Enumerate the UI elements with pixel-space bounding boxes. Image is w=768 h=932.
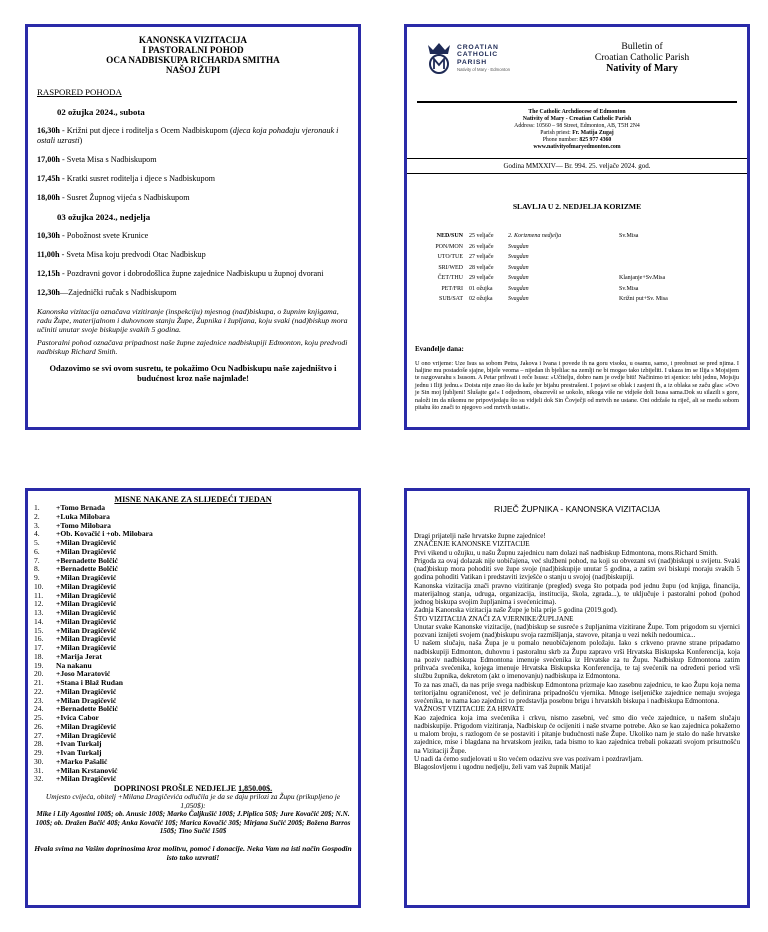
- intention-number: 11.: [34, 590, 44, 600]
- intention-number: 23.: [34, 695, 44, 705]
- letter-paragraph: To za nas znači, da nas prije svega nadbiskup Edmontona prizmaje kao zasebnu zajednicu, te kao Župu koja nema teritorijalnu ograničenost, već je definirana pripadnošću vjernika. Mnoge iseljeničke zajednice nemaju svojega svećenika, te nama kao zajednici to predstavlja posebnu brigu i hrvatskih biskupa i nadbiskupa Edmontona.: [414, 680, 740, 705]
- gospel-text: U ono vrijeme: Uze Isus sa sobom Petra, Jakova i Ivana i povede ih na goru visoku, u osamu, samo, i preobrazi se pred njima. I haljine mu postadoše sjajne, bijele veoma – nijedan ih bjelilac na zemlji ne bi mogao tako izbijeliti. I ukaza im se Ilija s Mojsijem te razgovarahu s Isusom. A Petar prihvati i reče Isusu: »Učitelju, dobro nam je ovdje biti! Načinimo tri sjenice: tebi jednu, Mojsiju jednu i Iliji jednu.« Doista nije znao što da kaže jer bijahu prestrašeni. I pojavi se oblak i zasjeni ih, a iz oblaka se začu glas: »Ovo je Sin moj ljubljeni! Slušajte ga!« I odjednom, obazrevši se uokolo, nikoga više ne vidješe doli Isusa sama.Dok su silazili s gore, naloži im da nikomu ne pripovijedaju što su vidjeli dok Sin Čovječji od mrtvih ne ustane. Oni održaše tu riječ, ali se među sobom pitahu što znači to njegovo »od mrtvih ustati«.: [415, 359, 739, 411]
- pastor-letter: [414, 532, 740, 771]
- parish-name: Croatian Catholic Parish: [594, 52, 690, 63]
- logo-text: PARISH: [457, 58, 487, 66]
- intention-number: 1.: [34, 503, 40, 512]
- event-text: - Susret Župnog vijeća s Nadbiskupom: [59, 193, 190, 202]
- website-link: www.nativityofmaryedmonton.com: [533, 144, 621, 150]
- occasion-cell: Svagdan: [508, 296, 529, 302]
- event-time: 11,00h: [37, 250, 60, 259]
- table-row: [419, 233, 671, 244]
- table-row: [419, 275, 671, 286]
- date-cell: 02 ožujka: [469, 296, 493, 302]
- intention-name: +Milan Dragičević: [56, 599, 117, 609]
- intention-number: 22.: [34, 686, 44, 696]
- table-row: [419, 286, 671, 297]
- occasion-cell: Svagdan: [508, 243, 529, 250]
- date-cell: 26 veljače: [469, 243, 494, 250]
- date-cell: 01 ožujka: [469, 285, 493, 292]
- donations-label: DOPRINOSI PROŠLE NEDJELJE: [113, 784, 239, 793]
- intention-name: +Milan Dragičević: [56, 608, 117, 617]
- intention-number: 4.: [34, 529, 40, 539]
- priest-line: [415, 130, 739, 137]
- event-text: - Pozdravni govor i dobrodošlica župne zajednice Nadbiskupu u župnoj dvorani: [59, 269, 324, 278]
- day-cell: SRI/WED: [438, 264, 463, 271]
- letter-paragraph: Unutar svake Kanonske vizitacije, (nad)biskup se susreće s župljanima vizitirane Župe. Tom prigodom su vjernici pozvani iznijeti svojem (nad)biskupu svoja razmišljanja, stavove, pitanja u vezi nekih nedoumica...: [414, 622, 740, 639]
- event-time: 17,45h: [37, 174, 60, 183]
- bulletin-title: [545, 41, 739, 74]
- day-cell: ČET/THU: [437, 275, 463, 281]
- intention-name: +Ivica Cabor: [56, 713, 99, 722]
- letter-paragraph: Dragi prijatelji naše hrvatske župne zajednice!: [414, 532, 546, 540]
- intention-name: +Milan Dragičević: [56, 573, 117, 582]
- celebrations-title: SLAVLJA U 2. NEDJELJA KORIZME: [512, 202, 642, 211]
- pastor-word-panel: [404, 488, 750, 908]
- intention-number: 14.: [34, 616, 44, 626]
- service-cell: Križni put+Sv. Misa: [619, 296, 668, 302]
- event-text: - Kratki susret roditelja i djece s Nadbiskupom: [59, 174, 216, 183]
- bulletin-of: Bulletin of: [621, 41, 663, 52]
- event-text: - Pobožnost svete Krunice: [59, 231, 149, 240]
- logo-subtext: Nativity of Mary · Edmonton: [457, 67, 511, 73]
- schedule-label: RASPORED POHODA: [37, 87, 122, 97]
- letter-paragraph: Kanonska vizitacija znači pravno vizitiranje (pregled) svega što potpada pod jednu župu (od knjiga, financija, materijalnog stanja, udruga, organizacija, institucija, škola, zgrada...), te uključuje i pastoralni pohod (pohod jednog biskupa svojim župljanima i svećenicima).: [414, 581, 740, 606]
- donations-amount: 1,850.00$.: [238, 784, 273, 793]
- intention-name: +Ivan Turkalj: [56, 748, 102, 757]
- table-row: [419, 254, 671, 265]
- service-cell: Sv.Misa: [619, 285, 639, 292]
- intention-number: 30.: [34, 756, 44, 766]
- intention-name: +Milan Dragičević: [56, 634, 117, 644]
- intention-number: 9.: [34, 573, 40, 582]
- letter-paragraph: U nadi da ćemo sudjelovati u što većem odazivu sve vas pozivam i pozdravljam.: [414, 754, 643, 763]
- event-time: 12,30h: [37, 288, 60, 297]
- intention-number: 15.: [34, 625, 44, 635]
- intention-name: +Tomo Brnada: [56, 503, 105, 512]
- intention-name: +Bernadette Bolčić: [56, 704, 118, 714]
- schedule-event: [37, 269, 349, 279]
- event-time: 10,30h: [37, 231, 60, 240]
- priest-label: Parish priest:: [540, 130, 573, 136]
- intention-name: +Milan Dragičević: [56, 695, 117, 705]
- intention-number: 13.: [34, 608, 44, 617]
- phone-number: 825 977 4360: [579, 137, 612, 143]
- letter-paragraph: Kao zajednica koja ima svećenika i crkvu, nismo zasebni, već smo dio veće zajednice, u našem slučaju nadbiskupije. Prigodom vizitiranja, Nadbiskup će ocijeniti i naše stvarne potrebe. Ako se kao zajednica pokažemo u malom broju, s razlogom će se postaviti i pitanje budućnosti naše Župe. Ukoliko nam je stalo do naše hrvatske zajednice, mise i blagdana na hrvatskom jeziku, tada bismo to kao zajednica trebali pokazati svojom prisutnošću na Vizitaciji Župe.: [414, 713, 740, 755]
- intention-number: 21.: [34, 678, 44, 687]
- intention-name: +Milan Dragičević: [56, 625, 117, 635]
- event-time: 16,30h: [37, 126, 60, 135]
- gospel-title: Evanđelje dana:: [415, 344, 464, 353]
- intention-number: 12.: [34, 599, 44, 609]
- intention-number: 7.: [34, 555, 40, 565]
- day-cell: SUB/SAT: [438, 296, 463, 302]
- parish-full-name: Nativity of Mary - Croatian Catholic Parish: [522, 116, 632, 122]
- intention-name: +Milan Dragičević: [56, 721, 117, 731]
- table-row: [419, 265, 671, 276]
- intention-number: 16.: [34, 634, 44, 644]
- title-line: NAŠOJ ŽUPI: [165, 65, 221, 75]
- event-time: 17,00h: [37, 155, 60, 164]
- date-cell: 27 veljače: [469, 254, 494, 260]
- parish-logo: [425, 41, 545, 75]
- intention-name: +Bernadette Bolčić: [56, 564, 118, 574]
- list-item: [34, 775, 352, 784]
- event-text: - Sveta Misa s Nadbiskupom: [59, 155, 157, 164]
- memorial-text: Umjesto cvijeća, obitelj +Milana Dragičevića odlučila je da se daju prilozi za Župu (prikupljeno je 1,050$):: [45, 792, 341, 810]
- donor-list: Mike i Lily Agostini 100$; ob. Anusic 100$; Marko Čaljkušić 100$; J.Piplica 50$; Jure Kovačić 20$; N.N. 100$; ob. Dražen Bačić 40$; Anka Kovačić 10$; Marica Kovačić 30$; Mirjana Sučić 200$; Božena Barros 150$; Tino Sučić 150$: [35, 810, 351, 835]
- letter-paragraph: U našem slučaju, naša Župa je u pomalo neuobičajenom položaju. Iako s crkveno pravne strane pripadamo nadbiskupiji Edmonton, duhovnu i pastoralnu skrb za Župu zapravo vrši Hrvatska Biskupska Konferencija, koja na poziv nadbiskupa Edmontona imenuje svećenika iz Hrvatske za tu Župu. Nadbiskup Edmontona zatim prihvaća svećenika, kojega imenuje Hrvatska Biskupska Konferencija, te taj svećenik na određeni period vrši službu župnika, dekretom (akt o imenovanju) nadbiskupa iz Edmontona.: [414, 639, 740, 681]
- event-text: —Zajednički ručak s Nadbiskupom: [59, 288, 177, 297]
- event-end: ): [79, 136, 83, 145]
- service-cell: [619, 265, 671, 276]
- title-line: OCA NADBISKUPA RICHARDA SMITHA: [106, 55, 280, 65]
- intention-number: 25.: [34, 713, 44, 722]
- intention-number: 2.: [34, 511, 40, 521]
- intention-name: +Milan Dragičević: [56, 774, 117, 784]
- intention-number: 26.: [34, 721, 44, 731]
- title-line: I PASTORALNI POHOD: [142, 45, 244, 55]
- letter-paragraph: VAŽNOST VIZITACIJE ZA HRVATE: [414, 705, 525, 714]
- intention-name: +Milan Dragičević: [56, 616, 117, 626]
- day-cell: PON/MON: [435, 243, 463, 250]
- intentions-list: [34, 504, 352, 784]
- intention-number: 27.: [34, 730, 44, 740]
- service-cell: [619, 244, 671, 255]
- letter-paragraph: ŠTO VIZITACIJA ZNAČI ZA VJERNIKE/ŽUPLJANE: [414, 614, 574, 623]
- occasion-cell: Svagdan: [508, 285, 529, 292]
- bulletin-front-panel: [404, 24, 750, 430]
- visitation-schedule-panel: [25, 24, 361, 430]
- intention-name: +Milan Dragičević: [56, 590, 117, 600]
- intention-name: +Luka Milobara: [56, 511, 110, 521]
- intention-name: Na nakanu: [56, 660, 92, 670]
- pastoral-note: Pastoralni pohod označava pripadnost naše župne zajednice nadbiskupiji Edmonton, koju predvodi nadbiskup Richard Smith.: [37, 338, 348, 356]
- occasion-cell: Svagdan: [508, 254, 529, 260]
- issue-line: Godina MMXXIV— Br. 994. 25. veljače 2024. god.: [407, 158, 747, 174]
- visitation-note: Kanonska vizitacija označava vizitiranje (inspekciju) mjesnog (nad)biskupa, o župnim knjigama, radu Župe, materijalnom i duhovnom stanju Župe, Župnika i župljana, koju svaki (nad)biskup mora učiniti unutar svoje biskupije svakih 5 godina.: [37, 307, 348, 334]
- event-text: - Križni put djece i roditelja s Ocem Nadbiskupom (: [59, 126, 233, 135]
- logo-text: CROATIAN: [457, 43, 499, 51]
- table-row: [419, 296, 671, 307]
- letter-paragraph: Prigoda za ovaj dolazak nije uobičajena, već službeni pohod, na koji su obvezani svi (nad)biskupi u svijetu. Svaki (nad)biskup mora pohoditi sve župe svoje (nad)biskupije unutar 5 godina, a zatim svi biskupi moraju svakih 5 godina pohoditi Vatikan i predstaviti izvješće o stanju u svojoj (nad)biskupiji.: [414, 556, 740, 582]
- thanks-text: Hvala svima na Vašim doprinosima kroz molitvu, pomoć i donacije. Neka Vam na isti način Gospodin isto tako uzvrati!: [34, 843, 352, 862]
- day-cell: NED/SUN: [436, 233, 463, 239]
- intention-number: 32.: [34, 774, 44, 784]
- intention-name: +Joso Maratović: [56, 669, 111, 679]
- parish-contact: [415, 109, 739, 151]
- occasion-cell: Svagdan: [508, 275, 529, 281]
- event-note: djeca koja pohađaju vjeronauk i ostali uzrasti: [37, 126, 339, 145]
- day-heading: 03 ožujka 2024., nedjelja: [57, 212, 151, 222]
- intention-number: 31.: [34, 765, 44, 775]
- intention-name: +Tomo Milobara: [56, 520, 111, 530]
- pastor-word-title: RIJEČ ŽUPNIKA - KANONSKA VIZITACIJA: [493, 504, 661, 514]
- schedule-event: [37, 193, 349, 203]
- event-time: 18,00h: [37, 193, 60, 202]
- intention-name: +Stana i Blaž Rudan: [56, 678, 123, 687]
- day-cell: PET/FRI: [441, 285, 463, 292]
- intention-name: +Marija Jerat: [56, 651, 102, 661]
- intention-name: +Milan Dragičević: [56, 546, 117, 556]
- intention-name: +Milan Dragičević: [56, 581, 117, 591]
- intention-number: 29.: [34, 748, 44, 757]
- day-cell: UTO/TUE: [437, 254, 463, 260]
- schedule-event: [37, 126, 349, 146]
- date-cell: 29 veljače: [469, 275, 494, 281]
- phone-line: [415, 137, 739, 144]
- schedule-event: [37, 155, 349, 165]
- schedule-event: [37, 231, 349, 241]
- intention-name: +Milan Dragičević: [56, 686, 117, 696]
- intention-number: 10.: [34, 581, 44, 591]
- intention-number: 3.: [34, 520, 40, 530]
- intentions-title: MISNE NAKANE ZA SLIJEDEĆI TJEDAN: [114, 495, 272, 504]
- phone-label: Phone number:: [542, 137, 580, 143]
- letter-paragraph: ZNAČENJE KANONSKE VIZITACIJE: [414, 540, 530, 549]
- intention-number: 20.: [34, 669, 44, 679]
- intention-number: 8.: [34, 564, 40, 574]
- intention-name: +Milan Dragičević: [56, 538, 117, 547]
- table-row: [419, 244, 671, 255]
- intention-number: 6.: [34, 546, 40, 556]
- intention-name: +Marko Pašalić: [56, 756, 108, 766]
- schedule-event: [37, 288, 349, 298]
- letter-paragraph: Prvi vikend u ožujku, u našu Župnu zajednicu nam dolazi naš nadbiskup Edmontona, mons.Richard Smith.: [414, 548, 718, 557]
- crown-m-logo-icon: [425, 41, 453, 75]
- intention-number: 24.: [34, 704, 44, 714]
- intention-name: +Bernadette Bolčić: [56, 555, 118, 565]
- intention-number: 19.: [34, 660, 44, 670]
- parish-address: Address: 10560 – 98 Street, Edmonton, AB, T5H 2N4: [514, 123, 640, 129]
- header-divider: [417, 101, 737, 103]
- intention-number: 5.: [34, 538, 40, 547]
- letter-paragraph: Blagoslovljenu i ugodnu nedjelju, želi vam vaš župnik Matija!: [414, 763, 592, 771]
- date-cell: 28 veljače: [469, 264, 494, 271]
- bulletin-header: [415, 37, 739, 99]
- intention-name: +Milan Dragičević: [56, 730, 117, 740]
- logo-text: CATHOLIC: [457, 51, 499, 59]
- visitation-title: [37, 35, 349, 75]
- intention-number: 17.: [34, 643, 44, 652]
- title-line: KANONSKA VIZITACIJA: [138, 35, 248, 45]
- intention-name: +Ivan Turkalj: [56, 739, 102, 749]
- service-cell: Sv.Misa: [619, 233, 639, 239]
- nativity-name: Nativity of Mary: [606, 63, 678, 74]
- service-cell: Klanjanje+Sv.Misa: [619, 275, 666, 281]
- intention-name: +Milan Dragičević: [56, 643, 117, 652]
- day-heading: 02 ožujka 2024., subota: [57, 107, 145, 117]
- service-cell: [619, 254, 671, 265]
- date-cell: 25 veljače: [469, 233, 494, 239]
- intention-number: 28.: [34, 739, 44, 749]
- letter-paragraph: Zadnja Kanonska vizitacija naše Župe je bila prije 5 godina (2019.god).: [414, 606, 618, 615]
- intention-number: 18.: [34, 651, 44, 661]
- occasion-cell: 2. Korizmena nedjelja: [508, 233, 562, 239]
- schedule-event: [37, 250, 349, 260]
- liturgy-schedule-table: [419, 233, 671, 307]
- event-time: 12,15h: [37, 269, 60, 278]
- event-text: - Sveta Misa koju predvodi Otac Nadbiskup: [59, 250, 206, 259]
- mass-intentions-panel: [25, 488, 361, 908]
- intention-name: +Ob. Kovačić i +ob. Milobara: [56, 529, 153, 539]
- archdiocese: The Catholic Archdiocese of Edmonton: [528, 109, 626, 115]
- closing-appeal: Odazovimo se svi ovom susretu, te pokažimo Ocu Nadbiskupu naše zajedništvo i budućnost kroz naše najmlađe!: [49, 364, 337, 383]
- occasion-cell: Svagdan: [508, 264, 529, 271]
- priest-name: Fr. Matija Zugaj: [572, 130, 614, 136]
- schedule-event: [37, 174, 349, 184]
- intention-name: +Milan Krstanović: [56, 765, 118, 775]
